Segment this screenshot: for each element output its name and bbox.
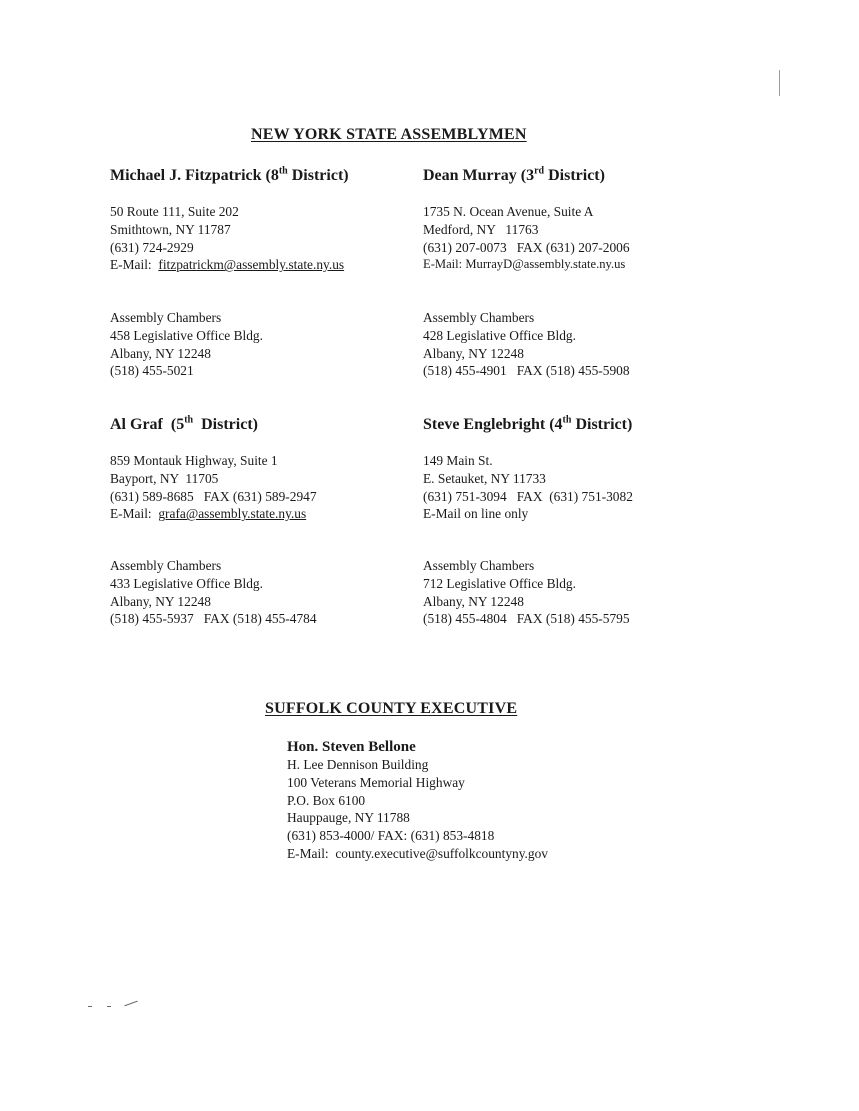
member-name: Al Graf (5th District) [110, 414, 258, 433]
email-link[interactable]: grafa@assembly.state.ny.us [158, 506, 307, 522]
scan-speck [88, 1006, 92, 1007]
albany-office: Assembly Chambers 428 Legislative Office Bldg. Albany, NY 12248 (518) 455-4901 FAX (518) 455-5908 [423, 310, 630, 379]
district-office: 1735 N. Ocean Avenue, Suite A Medford, NY 11763 (631) 207-0073 FAX (631) 207-2006 E-Mail: MurrayD@assembly.state.ny.us [423, 204, 630, 272]
email-address[interactable]: MurrayD@assembly.state.ny.us [465, 257, 626, 272]
member-name: Steve Englebright (4th District) [423, 414, 633, 433]
district-office: 50 Route 111, Suite 202 Smithtown, NY 11787 (631) 724-2929 E-Mail: fitzpatrickm@assembly.state.ny.us [110, 204, 345, 273]
county-executive-contact: Hon. Steven Bellone H. Lee Dennison Building 100 Veterans Memorial Highway P.O. Box 6100 Hauppauge, NY 11788 (631) 853-4000/ FAX: (631) 853-4818 E-Mail: county.executive@suffolkcountyny.gov [287, 739, 548, 861]
scan-speck [779, 70, 780, 96]
member-name: Michael J. Fitzpatrick (8th District) [110, 165, 349, 184]
county-executive-heading: SUFFOLK COUNTY EXECUTIVE [265, 700, 518, 717]
scan-speck [107, 1006, 111, 1007]
albany-office: Assembly Chambers 433 Legislative Office Bldg. Albany, NY 12248 (518) 455-5937 FAX (518) 455-4784 [110, 558, 317, 627]
scan-speck [124, 1001, 137, 1007]
district-office: 149 Main St. E. Setauket, NY 11733 (631) 751-3094 FAX (631) 751-3082 E-Mail on line only [423, 453, 633, 522]
assembly-heading: NEW YORK STATE ASSEMBLYMEN [251, 126, 527, 143]
albany-office: Assembly Chambers 712 Legislative Office Bldg. Albany, NY 12248 (518) 455-4804 FAX (518) 455-5795 [423, 558, 630, 627]
albany-office: Assembly Chambers 458 Legislative Office Bldg. Albany, NY 12248 (518) 455-5021 [110, 310, 263, 379]
county-executive-email[interactable]: E-Mail: county.executive@suffolkcountyny.gov [287, 845, 548, 861]
email-link[interactable]: fitzpatrickm@assembly.state.ny.us [158, 257, 345, 273]
county-executive-name: Hon. Steven Bellone [287, 739, 416, 755]
district-office: 859 Montauk Highway, Suite 1 Bayport, NY 11705 (631) 589-8685 FAX (631) 589-2947 E-Mail: grafa@assembly.state.ny.us [110, 453, 317, 522]
member-name: Dean Murray (3rd District) [423, 165, 605, 184]
